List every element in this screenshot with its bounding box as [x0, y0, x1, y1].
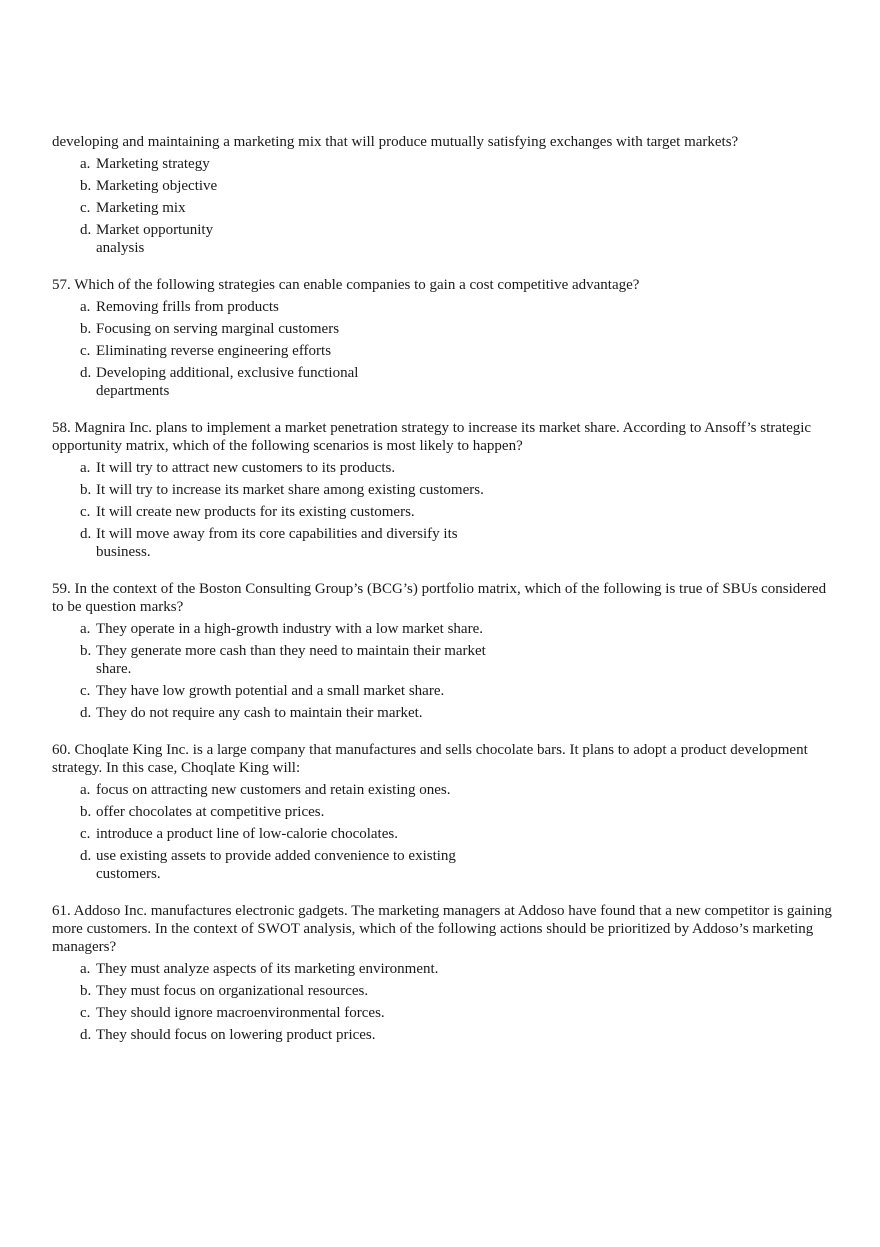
- choice-letter: d.: [80, 526, 92, 542]
- choice-text: They generate more cash than they need to maintain their market share.: [96, 643, 486, 677]
- answer-choice-c: [52, 825, 832, 843]
- choice-letter: a.: [80, 961, 91, 977]
- answer-choice-d: [52, 221, 832, 257]
- choice-letter: d.: [80, 365, 92, 381]
- choice-text: They should focus on lowering product prices.: [96, 1027, 376, 1043]
- choice-letter: c.: [80, 343, 91, 359]
- question-57: [52, 276, 832, 400]
- answer-choice-a: [52, 459, 832, 477]
- choice-text: It will move away from its core capabilities and diversify its business.: [96, 526, 458, 560]
- answer-choice-c: [52, 199, 832, 217]
- answer-choice-d: [52, 525, 832, 561]
- choice-letter: b.: [80, 482, 92, 498]
- question-56: [52, 133, 832, 257]
- choice-letter: d.: [80, 848, 92, 864]
- choice-text: It will create new products for its existing customers.: [96, 504, 415, 520]
- question-stem: 61. Addoso Inc. manufactures electronic gadgets. The marketing managers at Addoso have found that a new competitor is gaining more customers. In the context of SWOT analysis, which of the following actions should be prioritized by Addoso’s marketing managers?: [52, 903, 832, 955]
- choice-letter: c.: [80, 504, 91, 520]
- choice-text: use existing assets to provide added convenience to existing customers.: [96, 848, 456, 882]
- choice-letter: c.: [80, 683, 91, 699]
- answer-choice-c: [52, 682, 832, 700]
- question-stem: developing and maintaining a marketing mix that will produce mutually satisfying exchanges with target markets?: [52, 134, 739, 150]
- choice-letter: a.: [80, 460, 91, 476]
- question-stem: 57. Which of the following strategies can enable companies to gain a cost competitive advantage?: [52, 277, 640, 293]
- choice-text: Developing additional, exclusive functional departments: [96, 365, 359, 399]
- answer-choices: [52, 620, 832, 722]
- answer-choice-d: [52, 1026, 832, 1044]
- choice-letter: d.: [80, 222, 92, 238]
- choice-text: It will try to increase its market share among existing customers.: [96, 482, 484, 498]
- answer-choices: [52, 459, 832, 561]
- choice-letter: b.: [80, 983, 92, 999]
- answer-choice-a: [52, 620, 832, 638]
- choice-text: Market opportunity analysis: [96, 222, 214, 256]
- answer-choice-b: [52, 177, 832, 195]
- choice-text: Marketing objective: [96, 178, 218, 194]
- choice-letter: a.: [80, 782, 91, 798]
- answer-choices: [52, 960, 832, 1044]
- choice-letter: b.: [80, 178, 92, 194]
- choice-text: offer chocolates at competitive prices.: [96, 804, 325, 820]
- answer-choices: [52, 155, 832, 257]
- choice-letter: c.: [80, 1005, 91, 1021]
- choice-letter: b.: [80, 804, 92, 820]
- choice-text: Removing frills from products: [96, 299, 279, 315]
- choice-text: They do not require any cash to maintain their market.: [96, 705, 423, 721]
- answer-choice-a: [52, 781, 832, 799]
- answer-choice-d: [52, 704, 832, 722]
- question-59: [52, 580, 832, 722]
- answer-choice-d: [52, 847, 832, 883]
- choice-text: Marketing strategy: [96, 156, 210, 172]
- answer-choice-a: [52, 298, 832, 316]
- answer-choice-a: [52, 960, 832, 978]
- choice-text: They have low growth potential and a small market share.: [96, 683, 445, 699]
- answer-choice-b: [52, 803, 832, 821]
- answer-choice-b: [52, 481, 832, 499]
- answer-choices: [52, 298, 832, 400]
- choice-letter: c.: [80, 826, 91, 842]
- choice-letter: a.: [80, 299, 91, 315]
- choice-text: Focusing on serving marginal customers: [96, 321, 340, 337]
- choice-letter: c.: [80, 200, 91, 216]
- choice-letter: b.: [80, 321, 92, 337]
- choice-text: They must analyze aspects of its marketing environment.: [96, 961, 439, 977]
- answer-choice-c: [52, 342, 832, 360]
- choice-text: Eliminating reverse engineering efforts: [96, 343, 332, 359]
- choice-letter: d.: [80, 705, 92, 721]
- choice-text: focus on attracting new customers and retain existing ones.: [96, 782, 451, 798]
- answer-choices: [52, 781, 832, 883]
- choice-text: Marketing mix: [96, 200, 186, 216]
- answer-choice-b: [52, 320, 832, 338]
- question-list: [52, 133, 832, 1063]
- choice-text: They operate in a high-growth industry with a low market share.: [96, 621, 483, 637]
- choice-letter: a.: [80, 621, 91, 637]
- answer-choice-c: [52, 503, 832, 521]
- question-60: [52, 741, 832, 883]
- choice-text: It will try to attract new customers to its products.: [96, 460, 396, 476]
- question-stem: 58. Magnira Inc. plans to implement a market penetration strategy to increase its market share. According to Ansoff’s strategic opportunity matrix, which of the following scenarios is most likely to happen?: [52, 420, 812, 454]
- answer-choice-b: [52, 982, 832, 1000]
- question-stem: 60. Choqlate King Inc. is a large company that manufactures and sells chocolate bars. It plans to adopt a product development strategy. In this case, Choqlate King will:: [52, 742, 808, 776]
- question-58: [52, 419, 832, 561]
- choice-text: They should ignore macroenvironmental forces.: [96, 1005, 385, 1021]
- choice-letter: b.: [80, 643, 92, 659]
- question-61: [52, 902, 832, 1044]
- choice-letter: d.: [80, 1027, 92, 1043]
- answer-choice-d: [52, 364, 832, 400]
- answer-choice-c: [52, 1004, 832, 1022]
- answer-choice-a: [52, 155, 832, 173]
- choice-text: introduce a product line of low-calorie chocolates.: [96, 826, 398, 842]
- answer-choice-b: [52, 642, 832, 678]
- question-stem: 59. In the context of the Boston Consulting Group’s (BCG’s) portfolio matrix, which of the following is true of SBUs considered to be question marks?: [52, 581, 827, 615]
- choice-text: They must focus on organizational resources.: [96, 983, 369, 999]
- choice-letter: a.: [80, 156, 91, 172]
